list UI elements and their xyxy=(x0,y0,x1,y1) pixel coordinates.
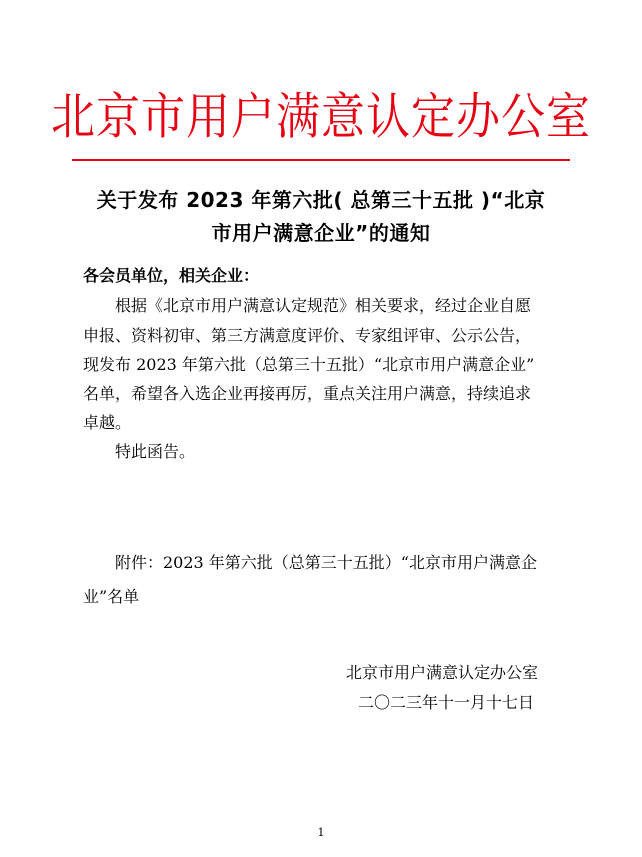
signature-org: 北京市用户满意认定办公室 xyxy=(346,663,539,682)
body-paragraph-line-4: 名单，希望各入选企业再接再厉，重点关注用户满意，持续追求 xyxy=(83,384,532,403)
body-paragraph-line-1: 根据《北京市用户满意认定规范》相关要求，经过企业自愿 xyxy=(115,296,532,315)
body-paragraph-line-2: 申报、资料初审、第三方满意度评价、专家组评审、公示公告， xyxy=(83,326,532,345)
body-paragraph-line-5: 卓越。 xyxy=(83,413,132,432)
document-title-line-2: 市用户满意企业”的通知 xyxy=(211,221,431,245)
attachment-line-2: 业”名单 xyxy=(83,587,140,606)
document-title xyxy=(72,184,570,250)
document-title-line-1: 关于发布 2023 年第六批( 总第三十五批 )“北京 xyxy=(96,188,546,212)
salutation: 各会员单位，相关企业： xyxy=(83,266,260,285)
closing-remark: 特此函告。 xyxy=(115,442,196,461)
page-number: 1 xyxy=(317,826,325,839)
org-header-title: 北京市用户满意认定办公室 xyxy=(51,88,591,146)
attachment-line-1: 附件：2023 年第六批（总第三十五批）“北京市用户满意企 xyxy=(115,553,537,572)
header-divider xyxy=(72,159,570,161)
body-paragraph-line-3: 现发布 2023 年第六批（总第三十五批）“北京市用户满意企业” xyxy=(83,355,535,374)
signature-date: 二〇二三年十一月十七日 xyxy=(358,693,535,712)
